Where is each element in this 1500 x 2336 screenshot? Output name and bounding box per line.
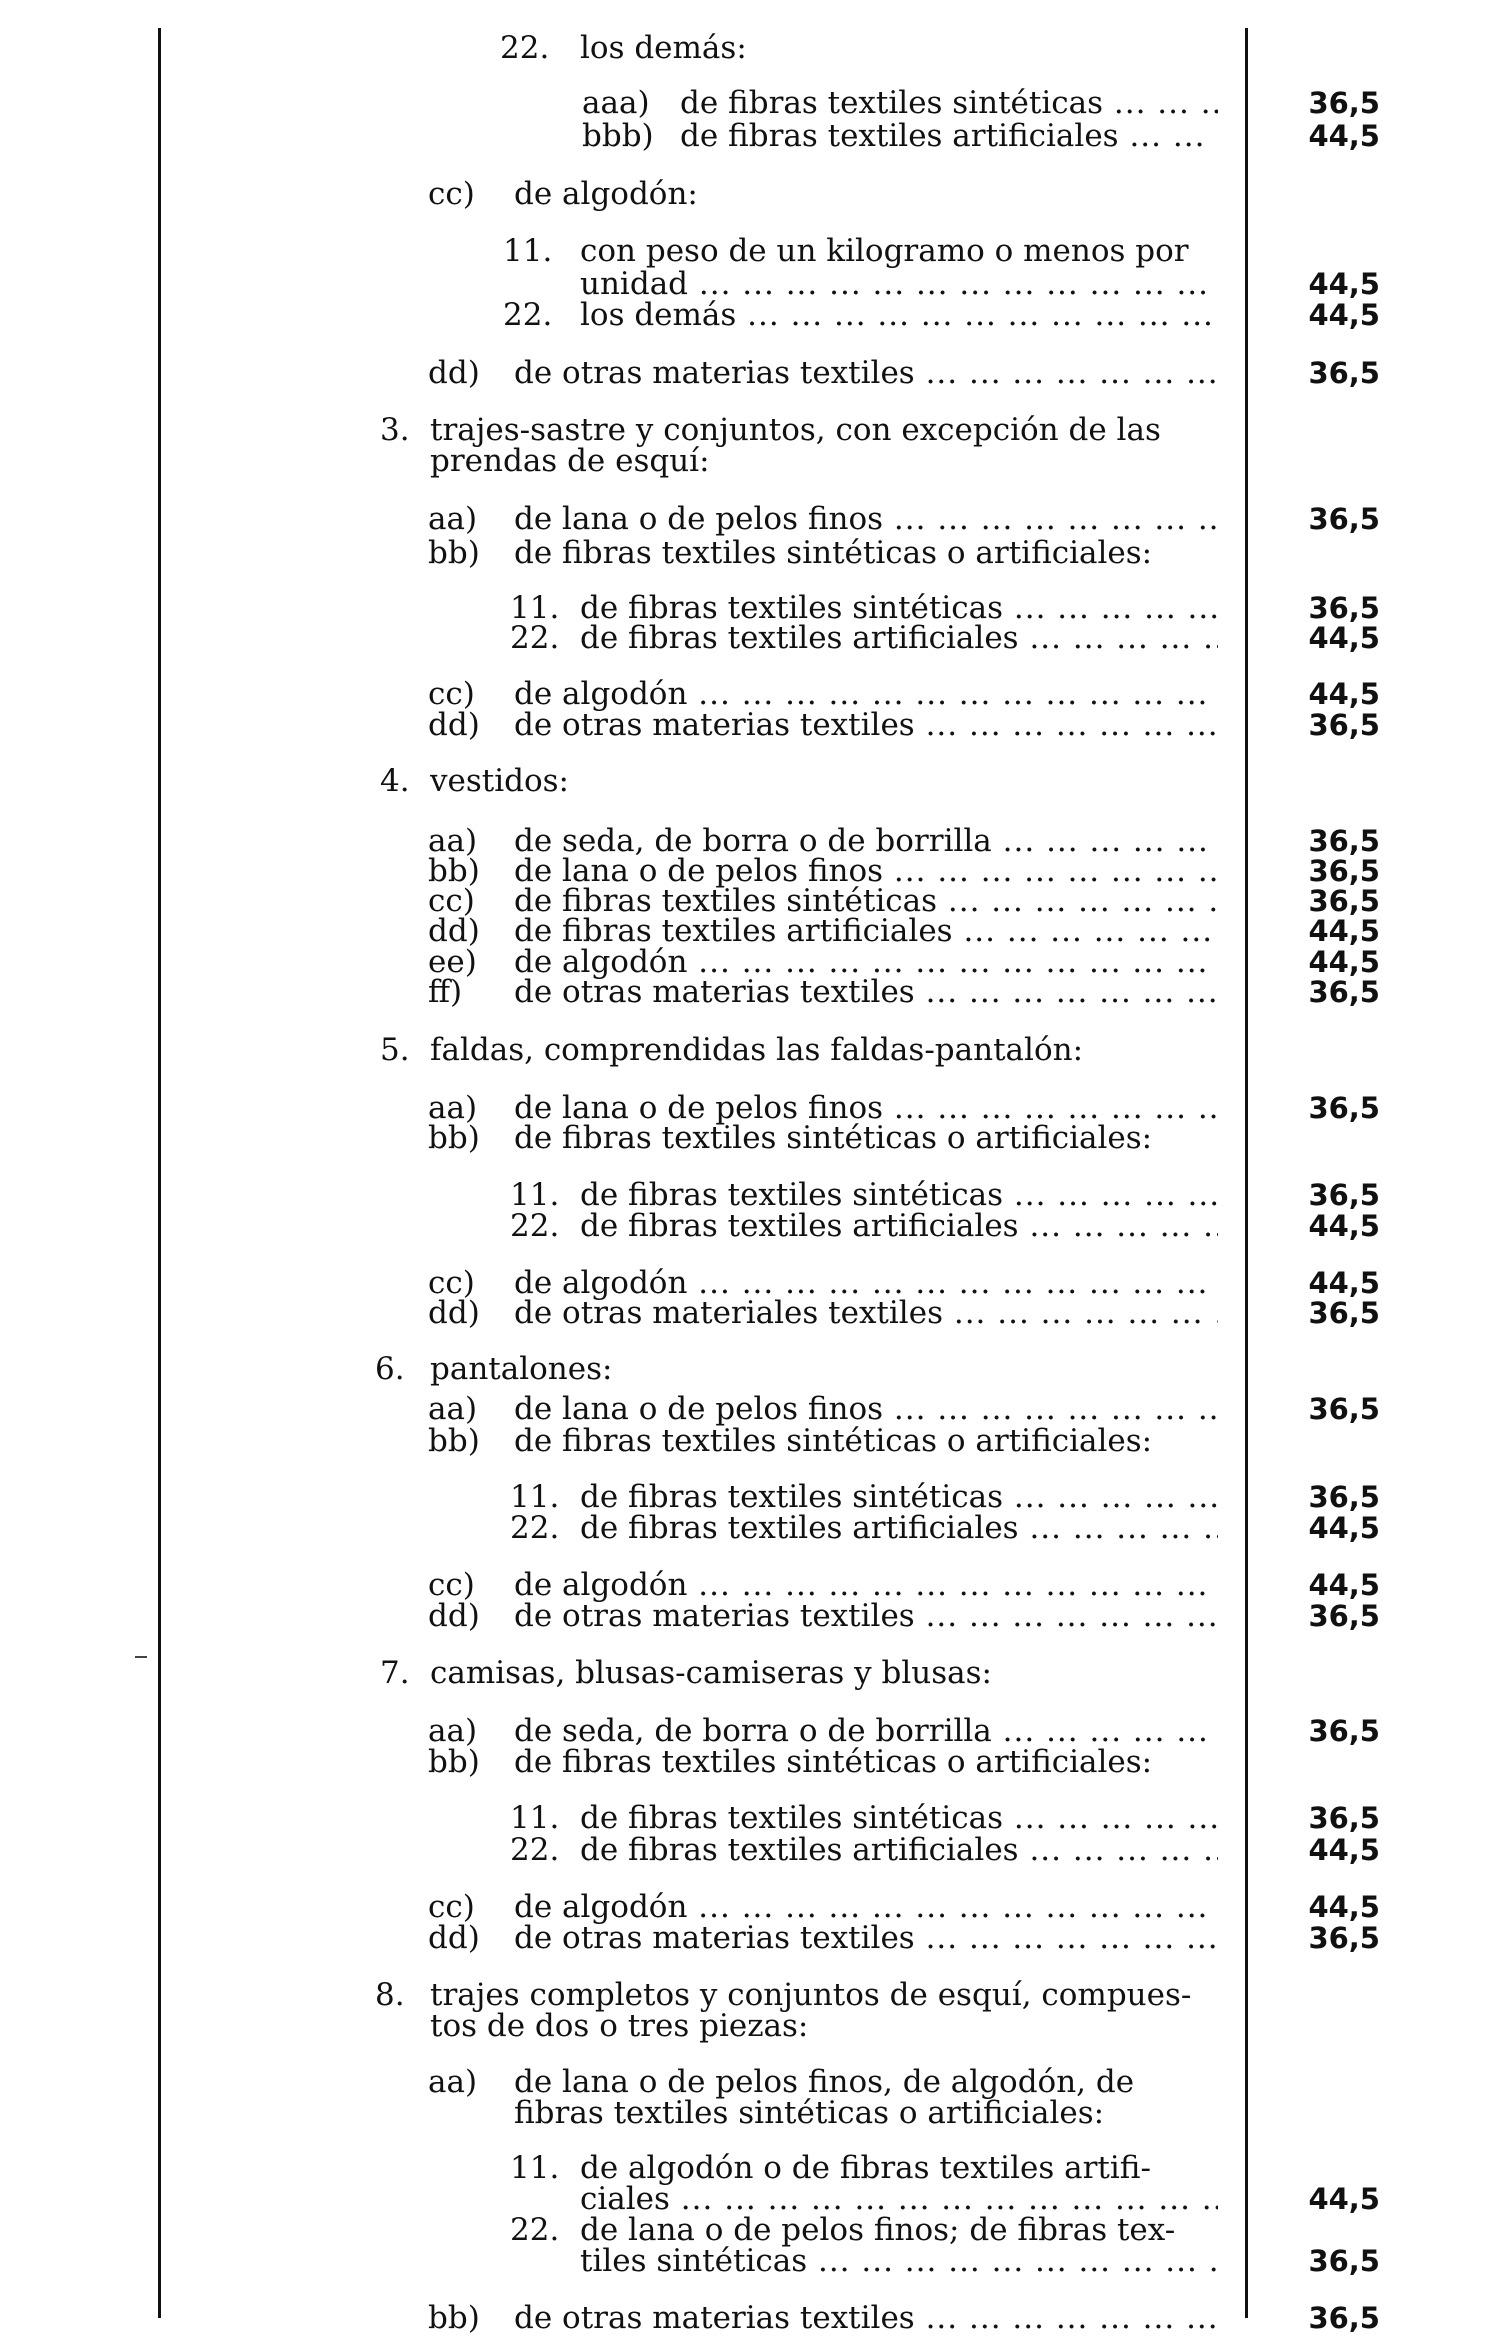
tariff-row	[0, 591, 1500, 625]
tariff-row	[0, 854, 1500, 888]
item-label: dd)	[428, 1295, 480, 1331]
item-description: de lana o de pelos finos; de fibras tex-	[580, 2213, 1176, 2247]
tariff-row	[0, 1480, 1500, 1514]
item-description: de lana o de pelos finos, de algodón, de	[514, 2065, 1135, 2099]
item-label: aa)	[428, 2064, 478, 2100]
item-label: 22.	[510, 1510, 560, 1546]
item-description: tos de dos o tres piezas:	[430, 2009, 809, 2043]
item-description: de lana o de pelos finos ... .	[514, 1091, 1218, 1125]
tariff-row	[0, 884, 1500, 918]
duty-rate: 44,5	[1308, 621, 1380, 655]
item-description: de algodón ... .	[514, 1890, 1218, 1924]
tariff-row	[0, 2151, 1500, 2185]
item-description: de fibras textiles sintéticas o artificiales:	[514, 1424, 1153, 1458]
duty-rate: 36,5	[1308, 1714, 1380, 1748]
item-label: bb)	[428, 1744, 480, 1780]
tariff-row	[0, 1890, 1500, 1924]
item-label: bbb)	[582, 118, 654, 154]
item-description: trajes-sastre y conjuntos, con excepción de las	[430, 413, 1161, 447]
duty-rate: 44,5	[1308, 298, 1380, 332]
tariff-row	[0, 2096, 1500, 2130]
item-description: de lana o de pelos finos ... .	[514, 1392, 1218, 1426]
duty-rate: 44,5	[1308, 1266, 1380, 1300]
item-description: de fibras textiles artificiales ... .	[680, 119, 1218, 153]
duty-rate: 36,5	[1308, 1178, 1380, 1212]
item-description: prendas de esquí:	[430, 444, 710, 478]
duty-rate: 44,5	[1308, 119, 1380, 153]
duty-rate: 36,5	[1308, 708, 1380, 742]
tariff-row	[0, 2213, 1500, 2247]
item-label: bb)	[428, 535, 480, 571]
item-label: cc)	[428, 1567, 475, 1603]
item-description: fibras textiles sintéticas o artificiales:	[514, 2096, 1105, 2130]
item-description: de fibras textiles sintéticas o artificiales:	[514, 1121, 1153, 1155]
tariff-row	[0, 1511, 1500, 1545]
tariff-row	[0, 119, 1500, 153]
tariff-row	[0, 502, 1500, 536]
item-label: aa)	[428, 823, 478, 859]
item-label: 22.	[510, 1208, 560, 1244]
tariff-row	[0, 2182, 1500, 2216]
duty-rate: 36,5	[1308, 356, 1380, 390]
tariff-row	[0, 1921, 1500, 1955]
item-label: 7.	[380, 1655, 410, 1691]
duty-rate: 36,5	[1308, 1091, 1380, 1125]
duty-rate: 36,5	[1308, 1392, 1380, 1426]
tariff-row	[0, 945, 1500, 979]
item-label: cc)	[428, 1889, 475, 1925]
item-description: ciales ... .	[580, 2182, 1218, 2216]
tariff-row	[0, 1424, 1500, 1458]
tariff-row	[0, 1801, 1500, 1835]
item-description: tiles sintéticas ... .	[580, 2244, 1218, 2278]
item-label: cc)	[428, 883, 475, 919]
item-label: dd)	[428, 1598, 480, 1634]
item-description: los demás ... .	[580, 298, 1218, 332]
tariff-row	[0, 677, 1500, 711]
item-label: cc)	[428, 676, 475, 712]
duty-rate: 36,5	[1308, 502, 1380, 536]
duty-rate: 36,5	[1308, 1296, 1380, 1330]
duty-rate: 44,5	[1308, 677, 1380, 711]
tariff-row	[0, 975, 1500, 1009]
duty-rate: 44,5	[1308, 914, 1380, 948]
item-description: de otras materias textiles ... .	[514, 1599, 1218, 1633]
item-label: aa)	[428, 1090, 478, 1126]
duty-rate: 36,5	[1308, 591, 1380, 625]
tariff-row	[0, 824, 1500, 858]
tariff-row	[0, 1121, 1500, 1155]
tariff-row	[0, 1714, 1500, 1748]
duty-rate: 44,5	[1308, 1833, 1380, 1867]
item-label: 11.	[510, 1177, 560, 1213]
item-description: camisas, blusas-camiseras y blusas:	[430, 1656, 992, 1690]
item-label: 8.	[375, 1977, 405, 2013]
item-description: de fibras textiles sintéticas ... .	[680, 86, 1218, 120]
duty-rate: 36,5	[1308, 2301, 1380, 2335]
duty-rate: 36,5	[1308, 86, 1380, 120]
item-description: de algodón ... .	[514, 1266, 1218, 1300]
item-label: bb)	[428, 853, 480, 889]
item-description: de fibras textiles sintéticas o artificiales:	[514, 1745, 1153, 1779]
item-description: de fibras textiles artificiales ... .	[580, 621, 1218, 655]
item-description: de fibras textiles artificiales ... .	[580, 1209, 1218, 1243]
item-label: cc)	[428, 1265, 475, 1301]
tariff-row	[0, 764, 1500, 798]
item-description: de fibras textiles artificiales ... .	[514, 914, 1218, 948]
tariff-row	[0, 914, 1500, 948]
tariff-row	[0, 444, 1500, 478]
duty-rate: 44,5	[1308, 1568, 1380, 1602]
item-label: dd)	[428, 707, 480, 743]
item-description: trajes completos y conjuntos de esquí, compues-	[430, 1978, 1192, 2012]
duty-rate: 44,5	[1308, 267, 1380, 301]
item-description: unidad ... .	[580, 267, 1218, 301]
duty-rate: 44,5	[1308, 2182, 1380, 2216]
item-label: dd)	[428, 913, 480, 949]
tariff-row	[0, 2009, 1500, 2043]
item-label: 22.	[503, 297, 553, 333]
duty-rate: 36,5	[1308, 2244, 1380, 2278]
item-description: pantalones:	[430, 1352, 613, 1386]
duty-rate: 36,5	[1308, 975, 1380, 1009]
item-description: con peso de un kilogramo o menos por	[580, 234, 1189, 268]
tariff-row	[0, 2301, 1500, 2335]
item-description: de fibras textiles sintéticas o artificiales:	[514, 536, 1153, 570]
tariff-row	[0, 177, 1500, 211]
tariff-row	[0, 1091, 1500, 1125]
item-description: de otras materias textiles ... .	[514, 975, 1218, 1009]
item-label: 11.	[503, 233, 553, 269]
item-label: ee)	[428, 944, 477, 980]
duty-rate: 36,5	[1308, 854, 1380, 888]
tariff-row	[0, 1833, 1500, 1867]
item-description: de fibras textiles sintéticas ... .	[580, 1480, 1218, 1514]
item-label: dd)	[428, 1920, 480, 1956]
item-label: dd)	[428, 355, 480, 391]
tariff-row	[0, 1745, 1500, 1779]
item-description: de fibras textiles artificiales ... .	[580, 1833, 1218, 1867]
duty-rate: 44,5	[1308, 1209, 1380, 1243]
duty-rate: 44,5	[1308, 1890, 1380, 1924]
duty-rate: 36,5	[1308, 824, 1380, 858]
item-description: de algodón ... .	[514, 1568, 1218, 1602]
item-description: de algodón o de fibras textiles artifi-	[580, 2151, 1151, 2185]
duty-rate: 36,5	[1308, 1480, 1380, 1514]
tariff-row	[0, 536, 1500, 570]
item-description: de algodón ... .	[514, 945, 1218, 979]
tariff-row	[0, 1033, 1500, 1067]
tariff-row	[0, 1599, 1500, 1633]
item-description: de otras materias textiles ... .	[514, 1921, 1218, 1955]
tariff-row	[0, 1352, 1500, 1386]
item-label: 5.	[380, 1032, 410, 1068]
tariff-row	[0, 1296, 1500, 1330]
item-label: bb)	[428, 2300, 480, 2336]
tariff-row	[0, 1392, 1500, 1426]
tariff-row	[0, 1978, 1500, 2012]
duty-rate: 44,5	[1308, 1511, 1380, 1545]
item-label: 22.	[510, 620, 560, 656]
item-label: aa)	[428, 1713, 478, 1749]
tariff-row	[0, 1568, 1500, 1602]
tariff-row	[0, 413, 1500, 447]
tariff-row	[0, 1266, 1500, 1300]
item-label: 22.	[500, 30, 550, 66]
item-description: los demás:	[580, 31, 747, 65]
duty-rate: 44,5	[1308, 945, 1380, 979]
item-description: de algodón:	[514, 177, 698, 211]
item-label: 22.	[510, 2212, 560, 2248]
item-description: de otras materias textiles ... .	[514, 2301, 1218, 2335]
tariff-row	[0, 1209, 1500, 1243]
item-label: 6.	[375, 1351, 405, 1387]
item-label: 11.	[510, 590, 560, 626]
item-label: 4.	[380, 763, 410, 799]
tariff-row	[0, 1178, 1500, 1212]
item-label: cc)	[428, 176, 475, 212]
tariff-row	[0, 1656, 1500, 1690]
item-description: vestidos:	[430, 764, 570, 798]
tariff-row	[0, 708, 1500, 742]
item-label: 3.	[380, 412, 410, 448]
item-description: de fibras textiles sintéticas ... .	[580, 1801, 1218, 1835]
item-description: de fibras textiles sintéticas ... .	[580, 591, 1218, 625]
item-description: de seda, de borra o de borrilla ... .	[514, 824, 1218, 858]
item-label: aaa)	[582, 85, 650, 121]
tariff-row	[0, 621, 1500, 655]
item-description: faldas, comprendidas las faldas-pantalón:	[430, 1033, 1084, 1067]
item-description: de otras materias textiles ... .	[514, 356, 1218, 390]
item-label: aa)	[428, 1391, 478, 1427]
duty-rate: 36,5	[1308, 884, 1380, 918]
duty-rate: 36,5	[1308, 1801, 1380, 1835]
item-description: de lana o de pelos finos ... .	[514, 502, 1218, 536]
item-label: 11.	[510, 2150, 560, 2186]
item-label: 11.	[510, 1479, 560, 1515]
item-label: bb)	[428, 1423, 480, 1459]
item-description: de lana o de pelos finos ... .	[514, 854, 1218, 888]
tariff-row	[0, 298, 1500, 332]
item-label: ff)	[428, 974, 463, 1010]
item-description: de otras materias textiles ... .	[514, 708, 1218, 742]
item-description: de fibras textiles sintéticas ... .	[514, 884, 1218, 918]
tariff-row	[0, 31, 1500, 65]
duty-rate: 36,5	[1308, 1921, 1380, 1955]
duty-rate: 36,5	[1308, 1599, 1380, 1633]
item-label: 22.	[510, 1832, 560, 1868]
tariff-row	[0, 356, 1500, 390]
tariff-row	[0, 2065, 1500, 2099]
item-description: de seda, de borra o de borrilla ... .	[514, 1714, 1218, 1748]
item-description: de algodón ... .	[514, 677, 1218, 711]
item-label: bb)	[428, 1120, 480, 1156]
tariff-row	[0, 2244, 1500, 2278]
tariff-row	[0, 86, 1500, 120]
item-description: de fibras textiles artificiales ... .	[580, 1511, 1218, 1545]
item-label: aa)	[428, 501, 478, 537]
item-description: de otras materiales textiles ... .	[514, 1296, 1218, 1330]
tariff-row	[0, 234, 1500, 268]
item-label: 11.	[510, 1800, 560, 1836]
tariff-row	[0, 267, 1500, 301]
item-description: de fibras textiles sintéticas ... .	[580, 1178, 1218, 1212]
